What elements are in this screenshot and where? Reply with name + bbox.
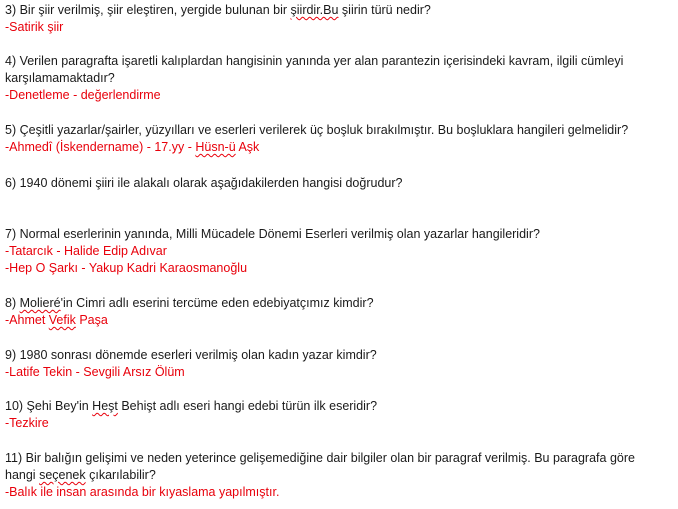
question-7-answer-2: -Hep O Şarkı - Yakup Kadri Karaosmanoğlu — [5, 261, 248, 275]
question-9-answer: -Latife Tekin - Sevgili Arsız Ölüm — [5, 365, 185, 379]
question-3 — [5, 2, 673, 36]
question-7 — [5, 226, 673, 277]
question-8 — [5, 295, 673, 329]
spellcheck-mark: Molieré — [19, 296, 61, 310]
question-10-text: 10) Şehi Bey'in Heşt Behişt adlı eseri hangi edebi türün ilk eseridir? — [5, 399, 378, 413]
question-9-text: 9) 1980 sonrası dönemde eserleri verilmiş olan kadın yazar kimdir? — [5, 348, 377, 362]
question-8-text: 8) Molieré'in Cimri adlı eserini tercüme eden edebiyatçımız kimdir? — [5, 296, 374, 310]
question-3-text: 3) Bir şiir verilmiş, şiir eleştiren, yergide bulunan bir şiirdir.Bu şiirin türü nedir? — [5, 3, 431, 17]
question-4-text-line-2: karşılamamaktadır? — [5, 71, 115, 85]
question-4-answer: -Denetleme - değerlendirme — [5, 88, 161, 102]
spellcheck-mark: Vefik — [48, 313, 76, 327]
question-4-text-line-1: 4) Verilen paragrafta işaretli kalıplardan hangisinin yanında yer alan parantezin içerisindeki kavram, ilgili cümleyi — [5, 54, 624, 68]
spellcheck-mark: Heşt — [92, 399, 118, 413]
spellcheck-mark: şiirdir.Bu — [290, 3, 339, 17]
question-7-text: 7) Normal eserlerinin yanında, Milli Mücadele Dönemi Eserleri verilmiş olan yazarlar hangileridir? — [5, 227, 540, 241]
question-11 — [5, 450, 673, 501]
question-11-text-line-2: hangi seçenek çıkarılabilir? — [5, 468, 156, 482]
question-11-answer: -Balık ile insan arasında bir kıyaslama yapılmıştır. — [5, 485, 280, 499]
question-3-answer: -Satirik şiir — [5, 20, 64, 34]
question-5 — [5, 122, 673, 156]
question-5-answer: -Ahmedî (İskendername) - 17.yy - Hüsn-ü Aşk — [5, 140, 260, 154]
question-9 — [5, 347, 673, 381]
question-6 — [5, 175, 673, 192]
spellcheck-mark: seçenek — [39, 468, 86, 482]
question-7-answer-1: -Tatarcık - Halide Edip Adıvar — [5, 244, 167, 258]
question-4 — [5, 53, 673, 104]
question-10-answer: -Tezkire — [5, 416, 49, 430]
question-10 — [5, 398, 673, 432]
question-11-text-line-1: 11) Bir balığın gelişimi ve neden yeterince gelişemediğine dair bilgiler olan bir paragraf verilmiş. Bu paragrafa göre — [5, 451, 635, 465]
question-8-answer: -Ahmet Vefik Paşa — [5, 313, 108, 327]
question-5-text: 5) Çeşitli yazarlar/şairler, yüzyılları ve eserleri verilerek üç boşluk bırakılmıştır. Bu boşluklara hangileri gelmelidir? — [5, 123, 629, 137]
spellcheck-mark: Hüsn-ü — [195, 140, 236, 154]
question-6-text: 6) 1940 dönemi şiiri ile alakalı olarak aşağıdakilerden hangisi doğrudur? — [5, 176, 403, 190]
